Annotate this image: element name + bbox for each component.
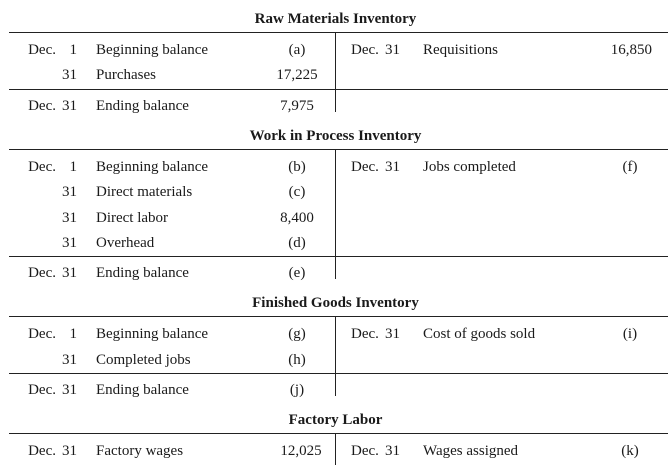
ending-day: 31 — [62, 265, 77, 281]
entry-day: 31 — [62, 352, 77, 368]
entry-amount: (i) — [622, 326, 638, 342]
account-title-raw-materials: Raw Materials Inventory — [254, 11, 417, 27]
ending-amount: (e) — [288, 265, 306, 281]
entry-description: Requisitions — [423, 42, 499, 58]
ending-day: 31 — [62, 98, 77, 114]
ending-day: 31 — [62, 382, 77, 398]
entry-day: 31 — [385, 326, 400, 342]
entry-description: Beginning balance — [96, 42, 209, 58]
t-account-divider — [335, 149, 336, 279]
entry-day: 31 — [62, 235, 77, 251]
entry-description: Completed jobs — [96, 352, 191, 368]
t-account-balance-rule — [9, 89, 668, 90]
entry-day: 1 — [69, 42, 77, 58]
entry-day: 31 — [62, 210, 77, 226]
ending-month: Dec. — [28, 98, 56, 114]
entry-month: Dec. — [28, 443, 56, 459]
entry-amount: 8,400 — [280, 210, 314, 226]
ending-month: Dec. — [28, 265, 56, 281]
entry-amount: (g) — [288, 326, 306, 342]
entry-day: 31 — [62, 184, 77, 200]
entry-amount: (f) — [622, 159, 638, 175]
entry-description: Overhead — [96, 235, 155, 251]
account-title-factory-labor: Factory Labor — [288, 412, 383, 428]
t-account-top-rule — [9, 32, 668, 33]
entry-month: Dec. — [28, 326, 56, 342]
entry-amount: (a) — [288, 42, 306, 58]
ending-amount: (j) — [289, 382, 305, 398]
ending-description: Ending balance — [96, 382, 189, 398]
entry-description: Beginning balance — [96, 159, 209, 175]
entry-day: 31 — [62, 67, 77, 83]
entry-amount: (d) — [288, 235, 306, 251]
entry-amount: (c) — [288, 184, 306, 200]
entry-amount: 17,225 — [276, 67, 318, 83]
entry-day: 31 — [62, 443, 77, 459]
entry-day: 1 — [69, 159, 77, 175]
entry-month: Dec. — [351, 443, 379, 459]
entry-month: Dec. — [28, 159, 56, 175]
entry-amount: (b) — [288, 159, 306, 175]
entry-description: Wages assigned — [423, 443, 519, 459]
entry-description: Direct labor — [96, 210, 169, 226]
entry-description: Beginning balance — [96, 326, 209, 342]
entry-month: Dec. — [351, 326, 379, 342]
entry-amount: 16,850 — [610, 42, 652, 58]
t-account-divider — [335, 316, 336, 396]
t-account-balance-rule — [9, 256, 668, 257]
t-account-top-rule — [9, 433, 668, 434]
account-title-finished-goods: Finished Goods Inventory — [252, 295, 419, 311]
t-account-divider — [335, 32, 336, 112]
entry-amount: 12,025 — [280, 443, 322, 459]
entry-description: Cost of goods sold — [423, 326, 536, 342]
ending-month: Dec. — [28, 382, 56, 398]
ending-description: Ending balance — [96, 265, 189, 281]
ending-description: Ending balance — [96, 98, 189, 114]
entry-day: 31 — [385, 42, 400, 58]
entry-amount: (h) — [288, 352, 306, 368]
entry-description: Factory wages — [96, 443, 184, 459]
entry-amount: (k) — [621, 443, 639, 459]
entry-description: Purchases — [96, 67, 156, 83]
account-title-work-in-process: Work in Process Inventory — [249, 128, 422, 144]
entry-month: Dec. — [351, 159, 379, 175]
entry-month: Dec. — [28, 42, 56, 58]
entry-day: 31 — [385, 443, 400, 459]
entry-description: Direct materials — [96, 184, 193, 200]
entry-day: 1 — [69, 326, 77, 342]
entry-month: Dec. — [351, 42, 379, 58]
t-account-top-rule — [9, 149, 668, 150]
entry-day: 31 — [385, 159, 400, 175]
t-account-balance-rule — [9, 373, 668, 374]
ending-amount: 7,975 — [280, 98, 314, 114]
t-account-top-rule — [9, 316, 668, 317]
entry-description: Jobs completed — [423, 159, 516, 175]
